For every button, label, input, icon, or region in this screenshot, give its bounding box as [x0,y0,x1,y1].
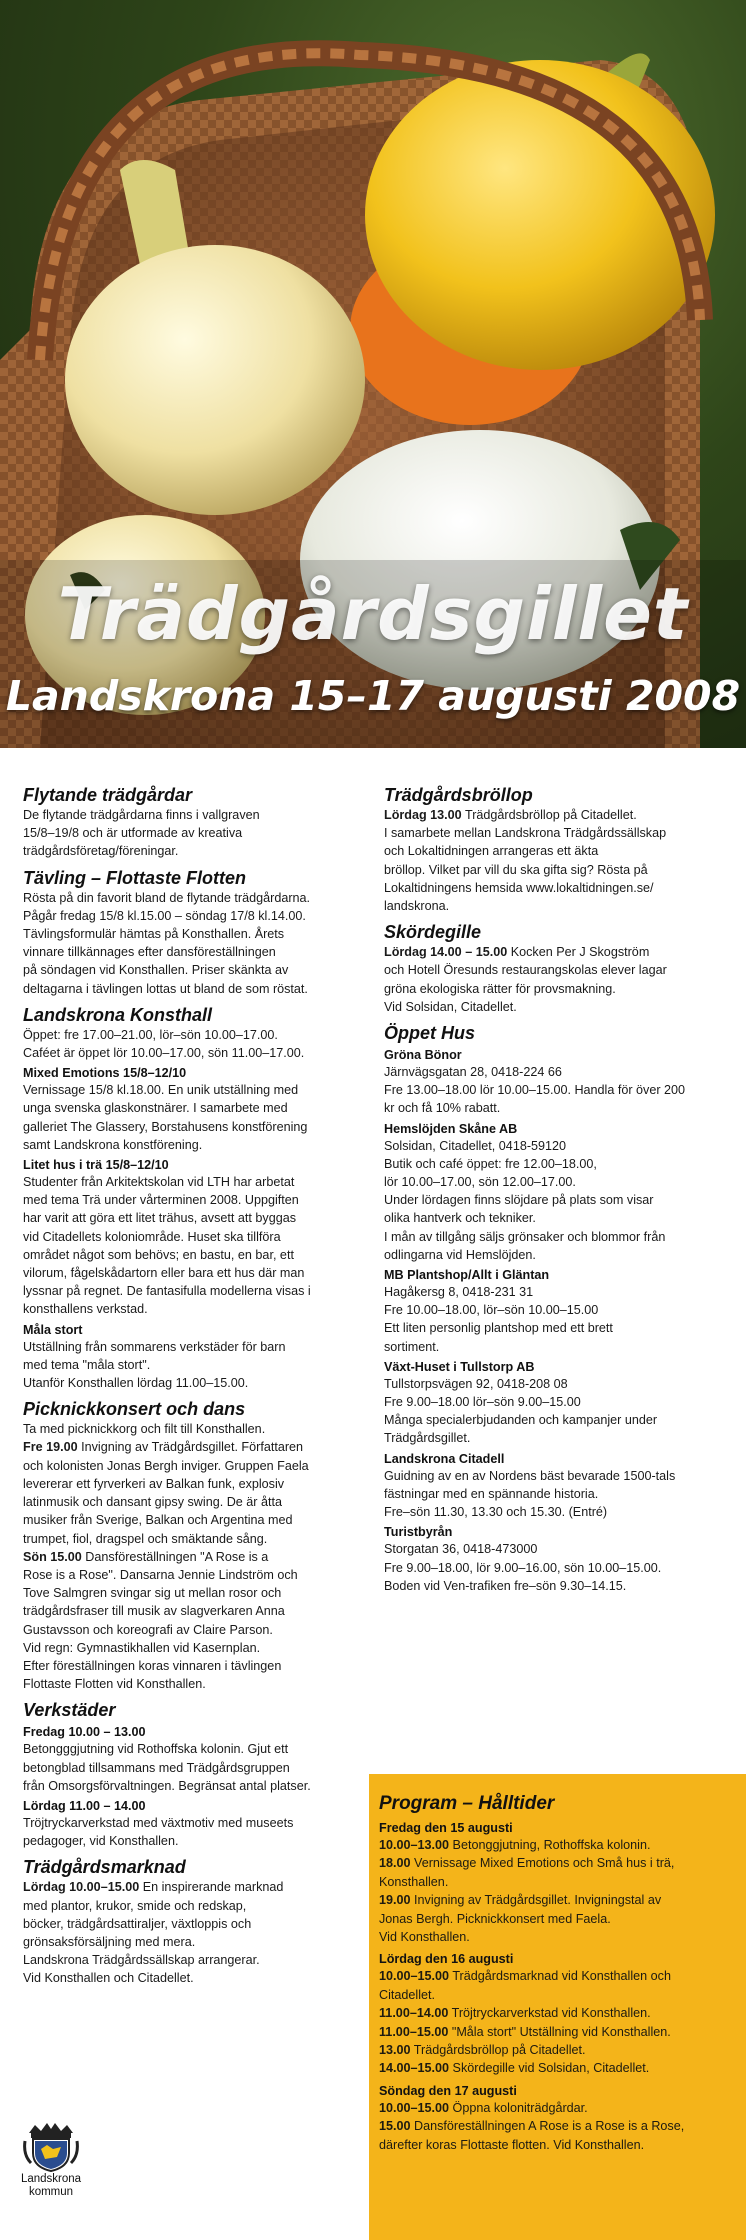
hero-subtitle: Landskrona 15–17 augusti 2008 [5,672,741,720]
mala-heading: Måla stort [23,1322,83,1337]
grona-text: Järnvägsgatan 28, 0418-224 66 Fre 13.00–18.00 lör 10.00–15.00. Handla för över 200 kr och få 10% rabatt. [384,1065,686,1116]
program-item-line: Jonas Bergh. Picknickkonsert med Faela. [379,1911,611,1926]
turist-heading: Turistbyrån [384,1525,453,1540]
program-item-line: därefter koras Flottaste flotten. Vid Konsthallen. [379,2137,645,2152]
section-skordegille [384,922,724,1016]
program-item-line: Citadellet. [379,1987,436,2002]
grona-heading: Gröna Bönor [384,1048,462,1063]
cream-squash [65,245,365,515]
program-item-time: 10.00–13.00 [379,1838,450,1852]
brollop-heading: Trädgårdsbröllop [384,785,533,805]
mixed-text: Vernissage 15/8 kl.18.00. En unik utställning med unga svenska glaskonstnärer. I samarbete med galleriet The Glassery, Borstahusens konstförening samt Landskrona konstförening. [23,1083,308,1152]
program-item-line: 13.00 Trädgårdsbröllop på Citadellet. [379,2043,586,2058]
program-item-line: 15.00 Dansföreställningen A Rose is a Rose is a Rose, [379,2119,685,2134]
hemslojd-text: Solsidan, Citadellet, 0418-59120 Butik och café öppet: fre 12.00–18.00, lör 10.00–17.00, sön 12.00–17.00. Under lördagen finns slöjdare på plats som visar olika hantverk och tekniker. I mån av tillgång säljs grönsaker och blommor från odlingarna vid Hemslöjden. [384,1138,666,1262]
program-item-time: 18.00 [379,1856,411,1871]
program-day-items [379,1836,736,1946]
litet-text: Studenter från Arkitektskolan vid LTH har arbetat med tema Trä under vårterminen 2008. Uppgiften har varit att göra ett litet trähus, avsett att byggas vid Citadellets koloniområde. Huset ska tillföra området något som behövs; en bastu, en bar, ett vilorum, fågelskådartorn eller bara ett hus där man lyssnar på regnet. De fantasifulla modellerna visas i konsthallens verkstad. [23,1175,311,1317]
landskrona-kommun-logo [19,2119,83,2199]
program-item-time: 11.00–14.00 [379,2006,449,2021]
program-item-time: 19.00 [379,1893,411,1908]
program-day-heading: Söndag den 17 augusti [379,2083,517,2098]
citadell-text: Guidning av en av Nordens bäst bevarade 1500-tals fästningar med en spännande historia. Fre–sön 11.30, 13.30 och 15.30. (Entré) [384,1468,676,1520]
right-column [384,783,724,1602]
vaxt-text: Tullstorpsvägen 92, 0418-208 08 Fre 9.00–18.00 lör–sön 9.00–15.00 Många specialerbjudanden och kampanjer under Trädgårdsgillet. [384,1376,658,1446]
program-item-line: 18.00 Vernissage Mixed Emotions och Små hus i trä, [379,1856,675,1871]
mb-text: Hagåkersg 8, 0418-231 31 Fre 10.00–18.00, lör–sön 10.00–15.00 Ett liten personlig plantshop med ett brett sortiment. [384,1285,613,1354]
program-item-time: 14.00–15.00 [379,2061,450,2076]
program-day-items [379,2099,736,2154]
section-brollop [384,785,724,915]
turist-text: Storgatan 36, 0418-473000 Fre 9.00–18.00, lör 9.00–16.00, sön 10.00–15.00. Boden vid Ven-trafiken fre–sön 9.30–14.15. [384,1542,662,1593]
marknad-text: Lördag 10.00–15.00 En inspirerande marknad med plantor, krukor, smide och redskap, böcker, trädgårdsattiraljer, växtloppis och grönsaksförsäljning med mera. Landskrona Trädgårdssällskap arrangerar. Vid Konsthallen och Citadellet. [23,1880,284,1986]
program-day-heading: Fredag den 15 augusti [379,1821,513,1835]
yellow-squash [365,60,715,370]
program-item-line: 11.00–14.00 Tröjtryckarverkstad vid Konsthallen. [379,2006,651,2021]
program-item-line: Vid Konsthallen. [379,1930,470,1945]
mb-heading: MB Plantshop/Allt i Gläntan [384,1268,550,1283]
konsthall-heading: Landskrona Konsthall [23,1004,213,1025]
citadell-heading: Landskrona Citadell [384,1451,505,1466]
tavling-heading: Tävling – Flottaste Flotten [23,867,247,888]
mala-text: Utställning från sommarens verkstäder för barn med tema "måla stort". Utanför Konsthallen lördag 11.00–15.00. [23,1339,286,1391]
skord-heading: Skördegille [384,922,482,943]
program-day-heading: Lördag den 16 augusti [379,1952,514,1967]
program-item-line: 14.00–15.00 Skördegille vid Solsidan, Citadellet. [379,2061,650,2076]
program-item-line: 10.00–15.00 Öppna koloniträdgårdar. [379,2100,588,2115]
section-tavling [23,868,368,998]
litet-heading: Litet hus i trä 15/8–12/10 [23,1158,169,1173]
coat-of-arms-icon [23,2119,79,2173]
lordag-text: Tröjtryckarverkstad med växtmotiv med museets pedagoger, vid Konsthallen. [23,1815,294,1849]
picknick-text: Ta med picknickkorg och filt till Konsthallen. Fre 19.00 Invigning av Trädgårdsgillet. Författaren och kolonisten Jonas Bergh inviger. Gruppen Faela levererar ett fyrverkeri av Balkan funk, explosiv latinmusik och dansant gipsy swing. De är åtta musiker från Sverige, Balkan och Argentina med trumpet, fiol, dragspel och smäktande sång. Sön 15.00 Dansföreställningen "A Rose is a Rose is a Rose". Dansarna Jennie Lindström och Tove Salmgren svingar sig ut mellan rosor och trädgårdsfraser till musik av slagverkaren Anna Gustavsson och koreografi av Claire Parson. Vid regn: Gymnastikhallen vid Kasernplan. Efter föreställningen koras vinnaren i tävlingen Flottaste Flotten vid Konsthallen. [23,1422,309,1692]
marknad-heading: Trädgårdsmarknad [23,1857,186,1878]
section-flytande [23,785,368,861]
vaxt-heading: Växt-Huset i Tullstorp AB [384,1359,535,1374]
left-column [23,783,368,1995]
section-konsthall [23,1005,368,1392]
program-days [379,1820,736,2154]
oppet-heading: Öppet Hus [384,1023,476,1044]
program-box [369,1774,746,2240]
program-item-line: Konsthallen. [379,1874,449,1889]
program-day-items [379,1967,736,2077]
mixed-heading: Mixed Emotions 15/8–12/10 [23,1066,187,1081]
konsthall-hours: Öppet: fre 17.00–21.00, lör–sön 10.00–17.00. Caféet är öppet lör 10.00–17.00, sön 11.00–17.00. [23,1027,305,1061]
program-item-time: 13.00 [379,2043,411,2058]
hero-title: Trädgårdsgillet [57,572,689,656]
program-item-line: 10.00–15.00 Trädgårdsmarknad vid Konsthallen och [379,1969,671,1984]
skord-text: Lördag 14.00 – 15.00 Kocken Per J Skogström och Hotell Öresunds restaurangskolas elever lagar gröna ekologiska rätter för provsmakning. Vid Solsidan, Citadellet. [384,945,667,1014]
brollop-text: Lördag 13.00 Trädgårdsbröllop på Citadellet. I samarbete mellan Landskrona Trädgårdssällskap och Lokaltidningen arrangeras ett äkta bröllop. Vilket par vill du ska gifta sig? Rösta på Lokaltidningens hemsida www.lokaltidningen.se/ landskrona. [384,808,667,914]
program-item-line: 10.00–13.00 Betonggjutning, Rothoffska kolonin. [379,1838,651,1852]
program-item-time: 11.00–15.00 [379,2024,449,2039]
program-item-time: 10.00–15.00 [379,2100,450,2115]
logo-text: Landskrona kommun [20,2173,82,2198]
section-oppet-hus [384,1023,724,1595]
program-item-time: 10.00–15.00 [379,1969,450,1984]
section-verkstader [23,1700,368,1850]
flytande-text: De flytande trädgårdarna finns i vallgraven 15/8–19/8 och är utformade av kreativa trädgårdsföretag/föreningar. [23,808,260,859]
program-item-time: 15.00 [379,2119,411,2134]
fredag-heading: Fredag 10.00 – 13.00 [23,1725,146,1740]
lordag-heading: Lördag 11.00 – 14.00 [23,1798,146,1813]
flytande-heading: Flytande trädgårdar [23,785,193,805]
program-item-line: 19.00 Invigning av Trädgårdsgillet. Invigningstal av [379,1893,662,1908]
fredag-text: Betongggjutning vid Rothoffska kolonin. Gjut ett betongblad tillsammans med Trädgårdsgruppen från Omsorgsförvaltningen. Begränsat antal platser. [23,1742,311,1793]
verkstader-heading: Verkstäder [23,1700,116,1721]
section-marknad [23,1857,368,1987]
hemslojd-heading: Hemslöjden Skåne AB [384,1121,518,1136]
program-item-line: 11.00–15.00 "Måla stort" Utställning vid Konsthallen. [379,2024,671,2039]
picknick-heading: Picknickkonsert och dans [23,1399,246,1420]
tavling-text: Rösta på din favorit bland de flytande trädgårdarna. Pågår fredag 15/8 kl.15.00 – söndag 17/8 kl.14.00. Tävlingsformulär hämtas på Konsthallen. Årets vinnare tillkännages efter dansföreställningen på söndagen vid Konsthallen. Priser skänkta av deltagarna i tävlingen lottas ut bland de som röstat. [23,890,311,996]
hero-image [0,0,746,748]
program-heading: Program – Hålltider [379,1793,555,1814]
section-picknick [23,1399,368,1693]
